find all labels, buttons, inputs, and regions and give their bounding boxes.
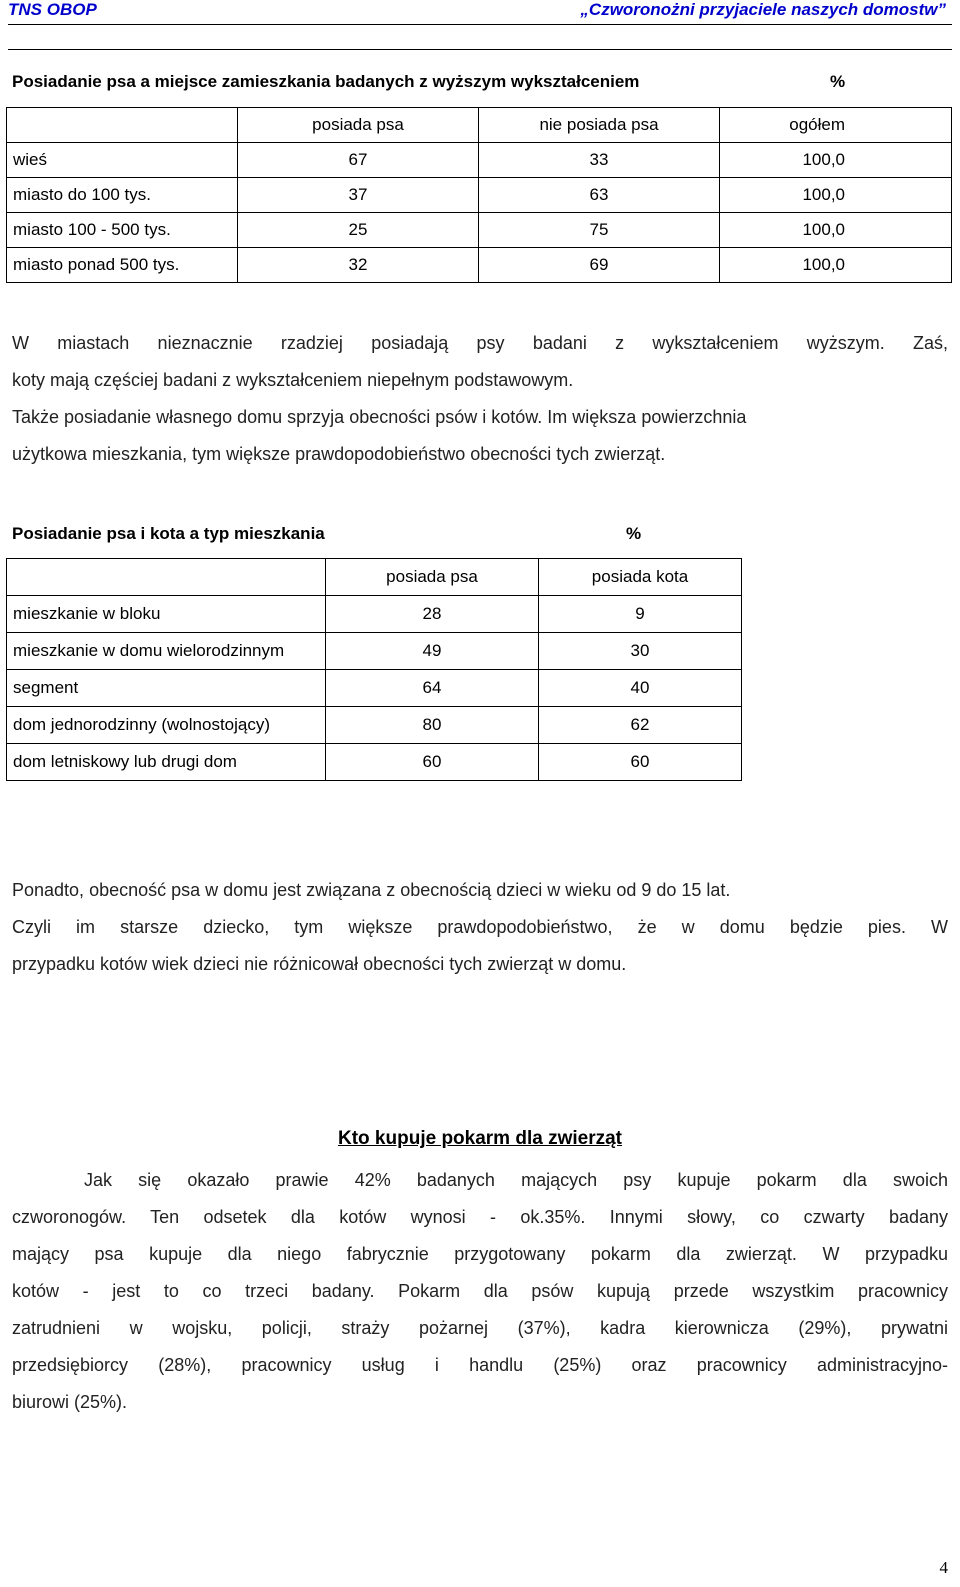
table-cell: 100,0 <box>720 143 952 178</box>
text-line: kotów - jest to co trzeci badany. Pokarm dla psów kupują przede wszystkim pracownicy <box>12 1281 948 1301</box>
table-row <box>7 213 952 248</box>
table-header-cell: posiada psa <box>326 559 539 596</box>
table-cell: 100,0 <box>720 178 952 213</box>
table1-unit: % <box>830 72 846 91</box>
table-cell: 40 <box>539 670 742 707</box>
table-header-cell <box>7 108 238 143</box>
table-cell: 9 <box>539 596 742 633</box>
table-cell: 60 <box>539 744 742 781</box>
table-row <box>7 633 742 670</box>
text-line: Także posiadanie własnego domu sprzyja obecności psów i kotów. Im większa powierzchnia <box>12 407 747 427</box>
table-cell: miasto do 100 tys. <box>7 178 238 213</box>
table-cell: 25 <box>238 213 479 248</box>
table-cell: segment <box>7 670 326 707</box>
text-line: Czyli im starsze dziecko, tym większe prawdopodobieństwo, że w domu będzie pies. W <box>12 917 948 937</box>
table1-title: Posiadanie psa a miejsce zamieszkania badanych z wyższym wykształceniem <box>12 72 640 91</box>
text-line: użytkowa mieszkania, tym większe prawdopodobieństwo obecności tych zwierząt. <box>12 444 666 464</box>
table-row <box>7 744 742 781</box>
text-line: biurowi (25%). <box>12 1392 128 1412</box>
table-header-cell: nie posiada psa <box>479 108 720 143</box>
text-line: mający psa kupuje dla niego fabrycznie przygotowany pokarm dla zwierząt. W przypadku <box>12 1244 948 1264</box>
table-cell: 63 <box>479 178 720 213</box>
table-cell: 80 <box>326 707 539 744</box>
text-line: czworonogów. Ten odsetek dla kotów wynosi - ok.35%. Innymi słowy, co czwarty badany <box>12 1207 948 1227</box>
table-row <box>7 670 742 707</box>
table-cell: 60 <box>326 744 539 781</box>
text-line: przedsiębiorcy (28%), pracownicy usług i handlu (25%) oraz pracownicy administracyjno- <box>12 1355 948 1375</box>
table-row <box>7 143 952 178</box>
table-row <box>7 248 952 283</box>
header-left: TNS OBOP <box>8 0 97 19</box>
page-number: 4 <box>939 1558 948 1577</box>
header-rule-2 <box>8 49 952 50</box>
section-title: Kto kupuje pokarm dla zwierząt <box>338 1128 622 1149</box>
table-cell: mieszkanie w bloku <box>7 596 326 633</box>
text-line: Jak się okazało prawie 42% badanych mających psy kupuje pokarm dla swoich <box>84 1170 948 1190</box>
table-cell: 30 <box>539 633 742 670</box>
table-cell: miasto ponad 500 tys. <box>7 248 238 283</box>
table-cell: dom letniskowy lub drugi dom <box>7 744 326 781</box>
table2-title: Posiadanie psa i kota a typ mieszkania <box>12 524 325 543</box>
table-header-cell: ogółem <box>720 108 952 143</box>
table-header-cell: posiada psa <box>238 108 479 143</box>
table-cell: 100,0 <box>720 248 952 283</box>
table-header-row <box>7 559 742 596</box>
table-row <box>7 596 742 633</box>
table-cell: wieś <box>7 143 238 178</box>
table-header-cell: posiada kota <box>539 559 742 596</box>
paragraph-1 <box>12 325 948 473</box>
text-line: przypadku kotów wiek dzieci nie różnicował obecności tych zwierząt w domu. <box>12 954 627 974</box>
table-cell: miasto 100 - 500 tys. <box>7 213 238 248</box>
table-cell: 32 <box>238 248 479 283</box>
table-header-cell <box>7 559 326 596</box>
table-cell: 67 <box>238 143 479 178</box>
table-cell: 62 <box>539 707 742 744</box>
table-cell: mieszkanie w domu wielorodzinnym <box>7 633 326 670</box>
table2 <box>6 558 742 781</box>
table2-unit: % <box>626 524 642 543</box>
page-header <box>0 0 960 22</box>
table-cell: 100,0 <box>720 213 952 248</box>
paragraph-2 <box>12 872 948 983</box>
table-row <box>7 707 742 744</box>
table-header-row <box>7 108 952 143</box>
text-line: W miastach nieznacznie rzadziej posiadają psy badani z wykształceniem wyższym. Zaś, <box>12 333 948 353</box>
table1 <box>6 107 952 283</box>
text-line: Ponadto, obecność psa w domu jest związana z obecnością dzieci w wieku od 9 do 15 lat. <box>12 880 731 900</box>
table-cell: dom jednorodzinny (wolnostojący) <box>7 707 326 744</box>
table-cell: 69 <box>479 248 720 283</box>
table-cell: 37 <box>238 178 479 213</box>
table-cell: 33 <box>479 143 720 178</box>
text-line: zatrudnieni w wojsku, policji, straży pożarnej (37%), kadra kierownicza (29%), prywatni <box>12 1318 948 1338</box>
header-right: „Czworonożni przyjaciele naszych domostw” <box>580 0 946 19</box>
header-rule <box>8 24 952 25</box>
text-line: koty mają częściej badani z wykształceniem niepełnym podstawowym. <box>12 370 574 390</box>
table-cell: 28 <box>326 596 539 633</box>
paragraph-3 <box>12 1162 948 1421</box>
table-row <box>7 178 952 213</box>
table-cell: 49 <box>326 633 539 670</box>
table-cell: 64 <box>326 670 539 707</box>
table-cell: 75 <box>479 213 720 248</box>
